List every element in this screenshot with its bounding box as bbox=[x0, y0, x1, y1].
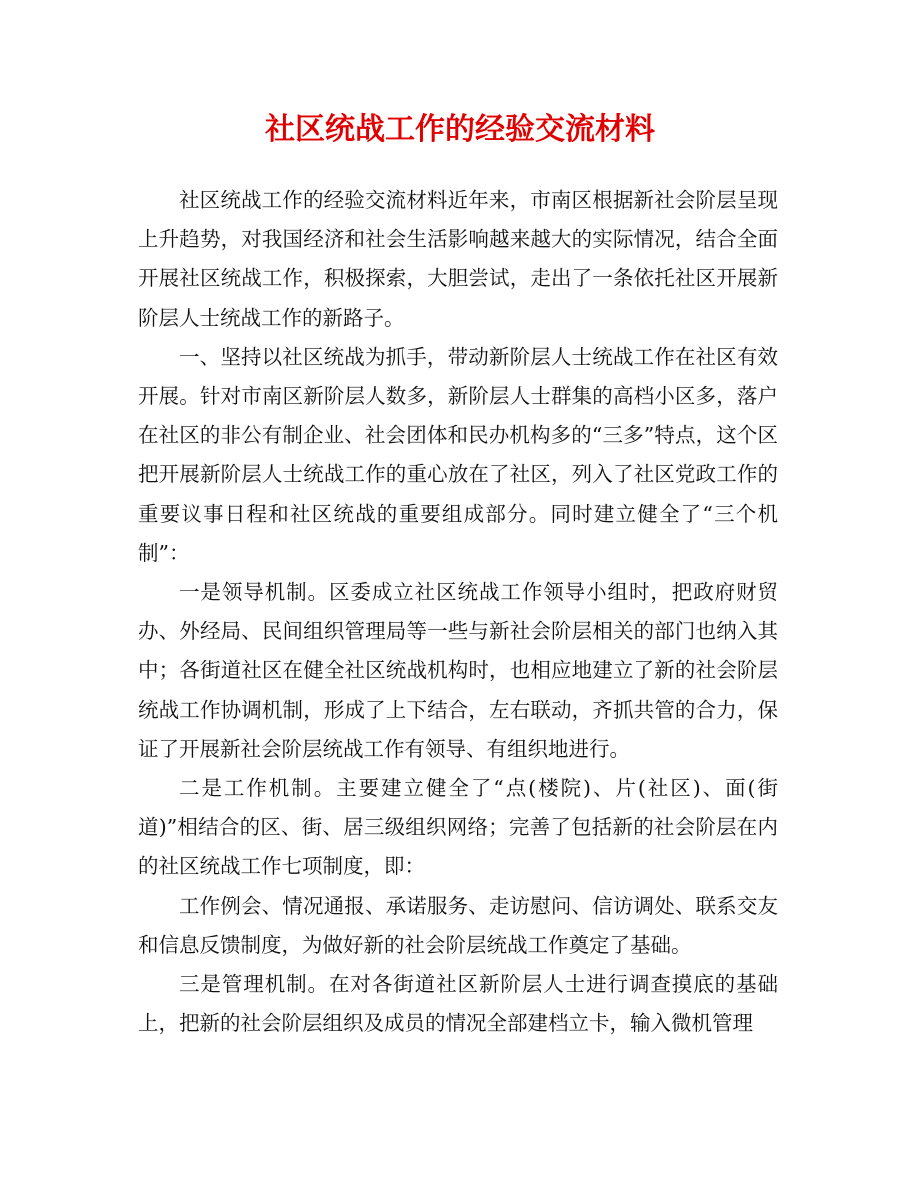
paragraph-5: 工作例会、情况通报、承诺服务、走访慰问、信访调处、联系交友和信息反馈制度，为做好新的社会阶层统战工作奠定了基础。 bbox=[138, 893, 778, 957]
paragraph-2: 一、坚持以社区统战为抓手，带动新阶层人士统战工作在社区有效开展。针对市南区新阶层人数多，新阶层人士群集的高档小区多，落户在社区的非公有制企业、社会团体和民办机构多的“三多”特点，这个区把开展新阶层人士统战工作的重心放在了社区，列入了社区党政工作的重要议事日程和社区统战的重要组成部分。同时建立健全了“三个机制”： bbox=[138, 344, 778, 565]
document-title: 社区统战工作的经验交流材料 bbox=[265, 112, 655, 147]
document-body bbox=[138, 181, 778, 1043]
paragraph-3: 一是领导机制。区委成立社区统战工作领导小组时，把政府财贸办、外经局、民间组织管理局等一些与新社会阶层相关的部门也纳入其中；各街道社区在健全社区统战机构时，也相应地建立了新的社会阶层统战工作协调机制，形成了上下结合，左右联动，齐抓共管的合力，保证了开展新社会阶层统战工作有领导、有组织地进行。 bbox=[138, 580, 778, 761]
paragraph-6: 三是管理机制。在对各街道社区新阶层人士进行调查摸底的基础上，把新的社会阶层组织及成员的情况全部建档立卡，输入微机管理 bbox=[138, 972, 778, 1036]
paragraph-1: 社区统战工作的经验交流材料近年来，市南区根据新社会阶层呈现上升趋势，对我国经济和社会生活影响越来越大的实际情况，结合全面开展社区统战工作，积极探索，大胆尝试，走出了一条依托社区开展新阶层人士统战工作的新路子。 bbox=[138, 188, 778, 330]
paragraph-4: 二是工作机制。主要建立健全了“点(楼院)、片(社区)、面(街道)”相结合的区、街、居三级组织网络；完善了包括新的社会阶层在内的社区统战工作七项制度，即： bbox=[138, 776, 778, 879]
